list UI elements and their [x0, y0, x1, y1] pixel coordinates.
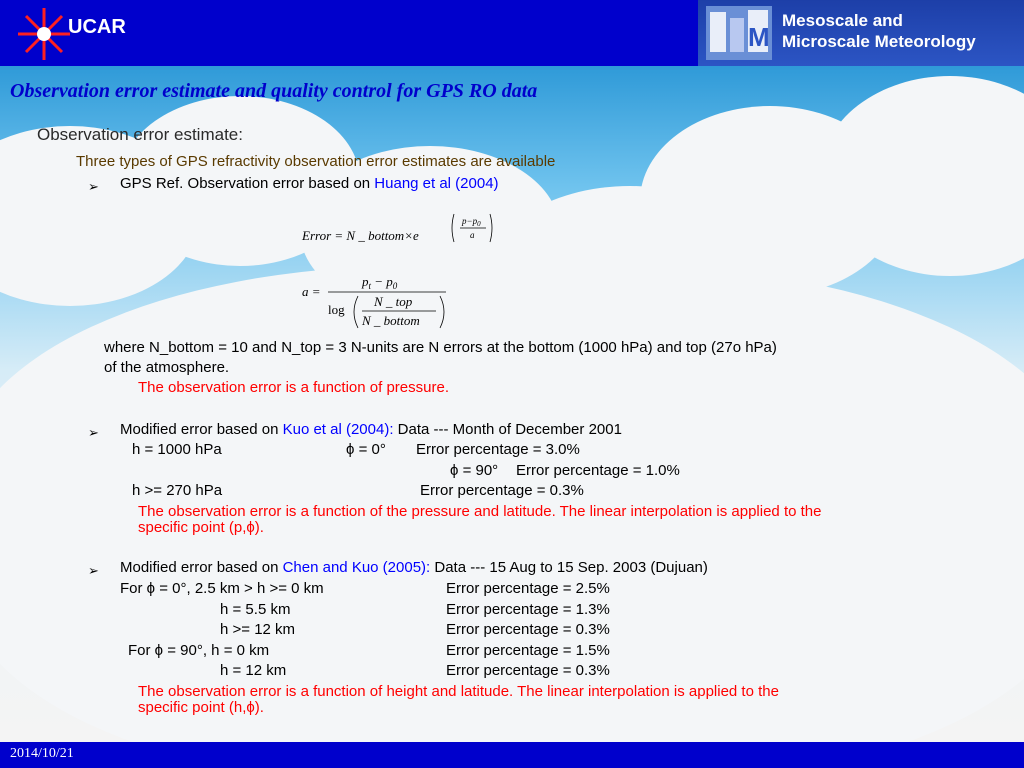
svg-text:p−p0: $p-p_0$	[462, 216, 481, 228]
latitude-note-line-2: specific point (p,ϕ).	[138, 519, 264, 536]
row-error: Error percentage = 0.3%	[446, 621, 610, 638]
row-error: Error percentage = 1.5%	[446, 642, 610, 659]
svg-text:pt − p0: $p_t - p_0$	[362, 274, 398, 291]
row3-height: h >= 270 hPa	[132, 482, 223, 499]
where-line-1: where N_bottom = 10 and N_top = 3 N-units are N errors at the bottom (1000 hPa) and top (27o hPa)	[104, 339, 777, 356]
latitude-note-line-1: The observation error is a function of the pressure and latitude. The linear interpolation is applied to the	[138, 503, 822, 520]
row-error: Error percentage = 0.3%	[446, 662, 610, 679]
row2-latitude: ϕ = 90°	[450, 462, 499, 479]
footer-bar	[0, 742, 1024, 768]
svg-text:M: M	[748, 22, 770, 52]
error-formula	[296, 208, 516, 252]
svg-text:log: log	[328, 302, 345, 317]
ucar-logo	[6, 4, 166, 62]
intro-text: Three types of GPS refractivity observation error estimates are available	[76, 153, 556, 170]
height-note-line-1: The observation error is a function of height and latitude. The linear interpolation is applied to the	[138, 683, 779, 700]
svg-text:a =: a =	[302, 284, 321, 299]
footer-date: 2014/10/21	[10, 746, 74, 761]
arrow-bullet-icon: ➢	[88, 563, 99, 578]
section2-heading: Modified error based on Kuo et al (2004): Data --- Month of December 2001	[120, 421, 622, 438]
section1-heading: GPS Ref. Observation error based on Huang et al (2004)	[120, 175, 499, 192]
arrow-bullet-icon: ➢	[88, 179, 99, 194]
row-error: Error percentage = 1.3%	[446, 601, 610, 618]
kuo-ref-link: Kuo et al (2004):	[282, 421, 394, 438]
row-left: h = 12 km	[220, 662, 287, 679]
a-formula	[296, 272, 466, 336]
ucar-logo-text: UCAR	[68, 16, 126, 38]
where-line-2: of the atmosphere.	[104, 359, 230, 376]
subtitle: Observation error estimate:	[37, 125, 243, 144]
row1-height: h = 1000 hPa	[132, 441, 222, 458]
huang-ref-link: Huang et al (2004)	[374, 175, 499, 192]
arrow-bullet-icon: ➢	[88, 425, 99, 440]
pressure-note: The observation error is a function of pressure.	[138, 379, 449, 396]
svg-text:N _ top: N _ top	[374, 294, 413, 309]
svg-text:a: a	[470, 230, 475, 240]
mmm-title: Mesoscale and Microscale Meteorology	[782, 11, 976, 51]
row-left: h = 5.5 km	[220, 601, 291, 618]
row-error: Error percentage = 2.5%	[446, 580, 610, 597]
section3-heading: Modified error based on Chen and Kuo (2005): Data --- 15 Aug to 15 Sep. 2003 (Dujuan)	[120, 559, 708, 576]
row-left: For ϕ = 90°, h = 0 km	[128, 642, 270, 659]
row1-error: Error percentage = 3.0%	[416, 441, 580, 458]
row-left: h >= 12 km	[220, 621, 296, 638]
row1-latitude: ϕ = 0°	[346, 441, 386, 458]
row3-error: Error percentage = 0.3%	[420, 482, 584, 499]
chen-kuo-ref-link: Chen and Kuo (2005):	[282, 559, 431, 576]
svg-text:N _ bottom: N _ bottom	[362, 313, 420, 328]
row2-error: Error percentage = 1.0%	[516, 462, 680, 479]
height-note-line-2: specific point (h,ϕ).	[138, 699, 264, 716]
mmm-logo-icon	[704, 4, 774, 62]
slide-title: Observation error estimate and quality control for GPS RO data	[10, 80, 538, 102]
row-left: For ϕ = 0°, 2.5 km > h >= 0 km	[120, 580, 324, 597]
svg-text:Error = N _ bottom×e: Error = N _ bottom×e	[302, 228, 419, 243]
